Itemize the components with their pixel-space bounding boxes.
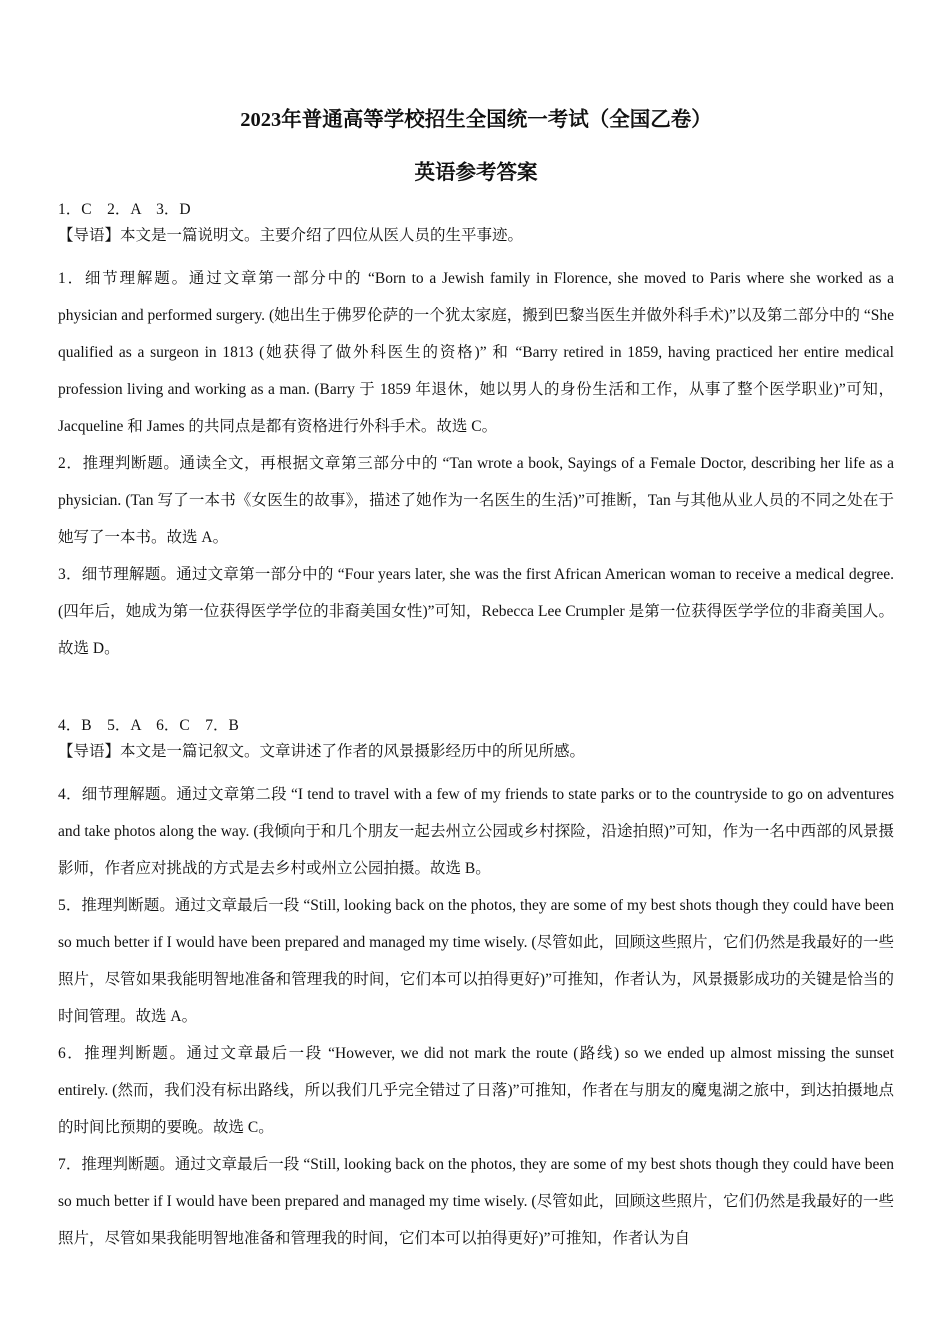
section-intro: 【导语】本文是一篇说明文。主要介绍了四位从医人员的生平事迹。 (58, 227, 524, 244)
answer-key-line: 4．B 5．A 6．C 7．B (58, 717, 239, 734)
explanation-item: 6．推理判断题。通过文章最后一段 “However, we did not mark the route (路线) so we ended up almost missing the sunset entirely. (然而，我们没有标出路线，所以我们几乎完全错过了日落)”可推知，作者在与朋友的魔鬼湖之旅中，到达拍摄地点的时间比预期的要晚。故选 C。 (58, 1045, 894, 1136)
page-title: 2023年普通高等学校招生全国统一考试（全国乙卷） (240, 109, 712, 131)
explanation-item: 2．推理判断题。通读全文，再根据文章第三部分中的 “Tan wrote a book, Sayings of a Female Doctor, describing her life as a physician. (Tan 写了一本书《女医生的故事》，描述了她作为一名医生的生活)”可推断，Tan 与其他从业人员的不同之处在于她写了一本书。故选 A。 (58, 455, 894, 546)
explanation-item: 4．细节理解题。通过文章第二段 “I tend to travel with a few of my friends to state parks or to the countryside to go on adventures and take photos along the way. (我倾向于和几个朋友一起去州立公园或乡村探险，沿途拍照)”可知，作为一名中西部的风景摄影师，作者应对挑战的方式是去乡村或州立公园拍摄。故选 B。 (58, 786, 894, 877)
section-1 (58, 200, 894, 667)
document-page (58, 104, 894, 1257)
explanation-item: 3．细节理解题。通过文章第一部分中的 “Four years later, she was the first African American woman to receive a medical degree. (四年后，她成为第一位获得医学学位的非裔美国女性)”可知，Rebecca Lee Crumpler 是第一位获得医学学位的非裔美国人。故选 D。 (58, 566, 894, 657)
section-intro: 【导语】本文是一篇记叙文。文章讲述了作者的风景摄影经历中的所见所感。 (58, 743, 586, 760)
explanation-item: 5．推理判断题。通过文章最后一段 “Still, looking back on the photos, they are some of my best shots though they could have been so much better if I would have been prepared and managed my time wisely. (尽管如此，回顾这些照片，它们仍然是我最好的一些照片，尽管如果我能明智地准备和管理我的时间，它们本可以拍得更好)”可推知，作者认为，风景摄影成功的关键是恰当的时间管理。故选 A。 (58, 897, 894, 1025)
answer-key-line: 1．C 2．A 3．D (58, 201, 191, 218)
section-2 (58, 716, 894, 1257)
explanation-item: 7．推理判断题。通过文章最后一段 “Still, looking back on the photos, they are some of my best shots though they could have been so much better if I would have been prepared and managed my time wisely. (尽管如此，回顾这些照片，它们仍然是我最好的一些照片，尽管如果我能明智地准备和管理我的时间，它们本可以拍得更好)”可推知，作者认为自 (58, 1156, 894, 1247)
page-subtitle: 英语参考答案 (414, 162, 538, 184)
explanation-item: 1．细节理解题。通过文章第一部分中的 “Born to a Jewish family in Florence, she moved to Paris where she worked as a physician and performed surgery. (她出生于佛罗伦萨的一个犹太家庭，搬到巴黎当医生并做外科手术)”以及第二部分中的 “She qualified as a surgeon in 1813 (她获得了做外科医生的资格)” 和 “Barry retired in 1859, having practiced her entire medical profession living and working as a man. (Barry 于 1859 年退休，她以男人的身份生活和工作，从事了整个医学职业)”可知，Jacqueline 和 James 的共同点是都有资格进行外科手术。故选 C。 (58, 270, 894, 435)
